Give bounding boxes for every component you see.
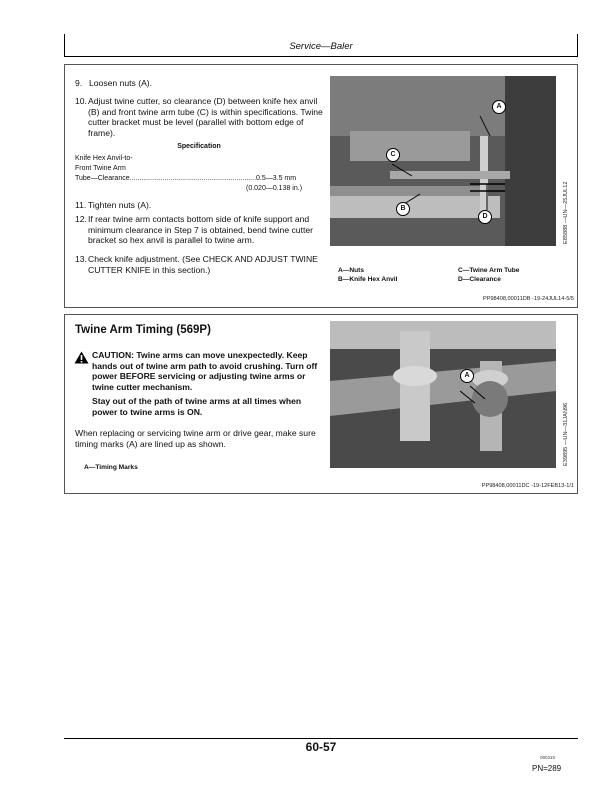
legend-b: B—Knife Hex Anvil bbox=[338, 276, 398, 283]
reference-code-1: PP98408,00011DB -19-24JUL14-5/5 bbox=[482, 296, 574, 302]
step-10: 10. Adjust twine cutter, so clearance (D) between knife hex anvil (B) and front twine arm tube (C) is within specifications. Twine cutter bracket must be level (parallel with bottom edge of frame). bbox=[75, 96, 323, 138]
spec-value-mm: Tube—Clearance.................................................................0.5—3.5 mm bbox=[75, 175, 297, 182]
spec-label-2: Front Twine Arm bbox=[75, 165, 126, 172]
twine-cutter-photo bbox=[330, 76, 556, 246]
image-code-2: E39895 —UN—31JAN96 bbox=[563, 402, 569, 466]
spec-value-in: (0.020—0.138 in.) bbox=[246, 185, 303, 192]
spec-title: Specification bbox=[177, 143, 221, 150]
caution-text-2: Stay out of the path of twine arms at all times when power to twine arms is ON. bbox=[92, 396, 302, 417]
body-text: When replacing or servicing twine arm or drive gear, make sure timing marks (A) are lined up as shown. bbox=[75, 428, 316, 449]
callout-a: A bbox=[492, 100, 506, 114]
part-number: PN=289 bbox=[532, 764, 562, 773]
header-rule bbox=[64, 56, 578, 57]
step-11: 11. Tighten nuts (A). bbox=[75, 200, 152, 210]
caution-text: CAUTION: Twine arms can move unexpectedly. Keep hands out of twine arm path to avoid crushing. Turn off power BEFORE servicing or adjusting twine arms or twine cutter mechanism. bbox=[92, 350, 318, 392]
legend-a: A—Nuts bbox=[338, 267, 365, 274]
callout-a-timing: A bbox=[460, 369, 474, 383]
step-12: 12. If rear twine arm contacts bottom side of knife support and minimum clearance in Step 7 is obtained, bend twine cutter bracket so hex anvil is parallel to twine arm. bbox=[75, 214, 313, 245]
callout-d: D bbox=[478, 210, 492, 224]
warning-icon bbox=[74, 351, 89, 369]
twine-arm-illustration bbox=[330, 321, 556, 468]
reference-code-2: PP98408,00011DC -19-12FEB13-1/1 bbox=[481, 483, 574, 489]
step-13: 13. Check knife adjustment. (See CHECK AND ADJUST TWINE CUTTER KNIFE in this section.) bbox=[75, 254, 318, 275]
legend-c: C—Twine Arm Tube bbox=[458, 267, 520, 274]
footer-small-code: 090315 bbox=[540, 755, 556, 760]
twine-arm-photo bbox=[330, 321, 556, 468]
twine-cutter-illustration bbox=[330, 76, 556, 246]
step-9: 9. Loosen nuts (A). bbox=[75, 78, 153, 88]
legend-timing-marks: A—Timing Marks bbox=[84, 464, 138, 471]
image-code-1: E85888 —UN—25JUL12 bbox=[563, 181, 569, 244]
running-header: Service—Baler bbox=[289, 41, 353, 52]
page-number: 60-57 bbox=[305, 740, 337, 754]
callout-b: B bbox=[396, 202, 410, 216]
section-title: Twine Arm Timing (569P) bbox=[75, 324, 211, 336]
spec-label-1: Knife Hex Anvil-to- bbox=[75, 155, 133, 162]
footer-rule bbox=[64, 738, 578, 739]
callout-c: C bbox=[386, 148, 400, 162]
legend-d: D—Clearance bbox=[458, 276, 501, 283]
